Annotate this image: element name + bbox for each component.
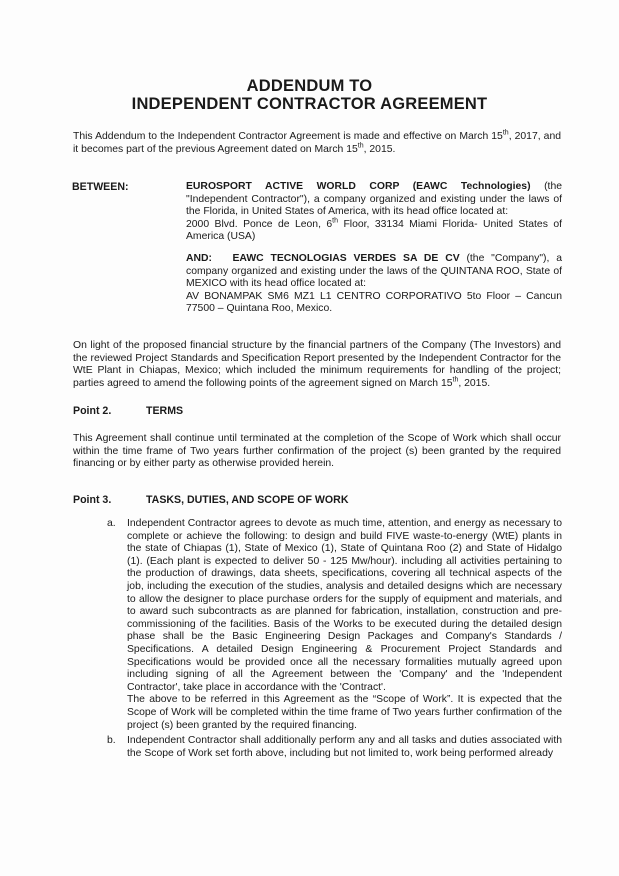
point2-label: Point 2. (73, 405, 112, 417)
point3-label: Point 3. (73, 494, 112, 506)
party1-address-2: Floor, 33134 Miami Florida- United States of America (USA) (186, 218, 562, 243)
between-label: BETWEEN: (72, 181, 129, 193)
party2-name: EAWC TECNOLOGIAS VERDES SA DE CV (232, 253, 460, 264)
point2-heading: TERMS (146, 405, 184, 417)
recital-paragraph (73, 340, 561, 390)
item-b-label: b. (107, 735, 116, 746)
recital-text-2: , 2015. (458, 377, 491, 389)
item-a-text (127, 518, 562, 732)
intro-text-1: This Addendum to the Independent Contractor Agreement is made and effective on March 15 (73, 131, 503, 142)
party-contractor (186, 181, 562, 244)
title-line-1: ADDENDUM TO (246, 77, 373, 95)
party1-address-sup: th (332, 217, 339, 225)
item-a-paragraph-1: Independent Contractor agrees to devote as much time, attention, and energy as necessary to complete or achieve the following: to design and build FIVE waste-to-energy (WtE) plants in the state of Chiapas (1), State of Mexico (1), State of Quintana Roo (2) and State of Hidalgo (1). (Each plant is expected to deliver 50 - 125 Mw/hour). including all activities pertaining to the production of drawings, data sheets, specifications, covering all technical aspects of the job, including the execution of the studies, analysis and detailed designs which are necessary to allow the designer to place purchase orders for the supply of equipment and materials, and to award such subcontracts as are planned for fabrication, installation, construction and pre-commissioning of the facilities. Basis of the Works to be executed during the detailed design phase shall be the Basic Engineering Design Packages and Company's Standards / Specifications. A detailed Design Engineering & Procurement Project Standards and Specifications would be provided once all the necessary formalities mutually agreed upon including signing of all the Agreement between the 'Company' and the 'Independent Contractor', take place in accordance with the 'Contract'. (127, 518, 562, 693)
recital-text-1: On light of the proposed financial structure by the financial partners of the Company (The Investors) and the reviewed Project Standards and Specification Report presented by the Independent Contractor for the WtE Plant in Chiapas, Mexico; which included the minimum requirements for handling of the project; parties agreed to amend the following points of the agreement signed on March 15 (73, 340, 561, 389)
item-a-paragraph-2: The above to be referred in this Agreement as the “Scope of Work”. It is expected that the Scope of Work will be completed within the time frame of Two years further confirmation of the project (s) been granted by the required financing. (127, 694, 562, 731)
party2-text: (the "Company"), a company organized and existing under the laws of the QUINTANA ROO, State of MEXICO with its head office located at: (186, 253, 562, 290)
and-label: AND: (186, 253, 212, 264)
point2-text: This Agreement shall continue until terminated at the completion of the Scope of Work which shall occur within the time frame of Two years further confirmation of the project (s) been granted by the required financing or by either party as otherwise provided herein. (73, 433, 561, 470)
intro-sup-1: th (502, 129, 509, 137)
title-line-2: INDEPENDENT CONTRACTOR AGREEMENT (131, 95, 488, 113)
party1-address-1: 2000 Blvd. Ponce de Leon, 6 (186, 218, 333, 230)
item-b-text: Independent Contractor shall additionally perform any and all tasks and duties associated with the Scope of Work set forth above, including but not limited to, work being performed already (127, 735, 562, 759)
intro-paragraph (73, 131, 561, 156)
point3-heading: TASKS, DUTIES, AND SCOPE OF WORK (146, 494, 349, 506)
party1-name: EUROSPORT ACTIVE WORLD CORP (EAWC Technologies) (186, 181, 531, 192)
intro-sup-2: th (357, 142, 364, 150)
recital-sup: th (452, 376, 459, 384)
intro-text-3: , 2015. (363, 143, 396, 155)
item-a-label: a. (107, 518, 116, 529)
intro-text-2: , 2017, and it becomes part of the previous Agreement dated on March 15 (73, 131, 561, 155)
party1-text: (the "Independent Contractor"), a company organized and existing under the laws of the Florida, in United States of America, with its head office located at: (186, 181, 562, 218)
party-company (186, 253, 562, 316)
party2-address: AV BONAMPAK SM6 MZ1 L1 CENTRO CORPORATIVO 5to Floor – Cancun 77500 – Quintana Roo, Mexico. (186, 290, 562, 315)
